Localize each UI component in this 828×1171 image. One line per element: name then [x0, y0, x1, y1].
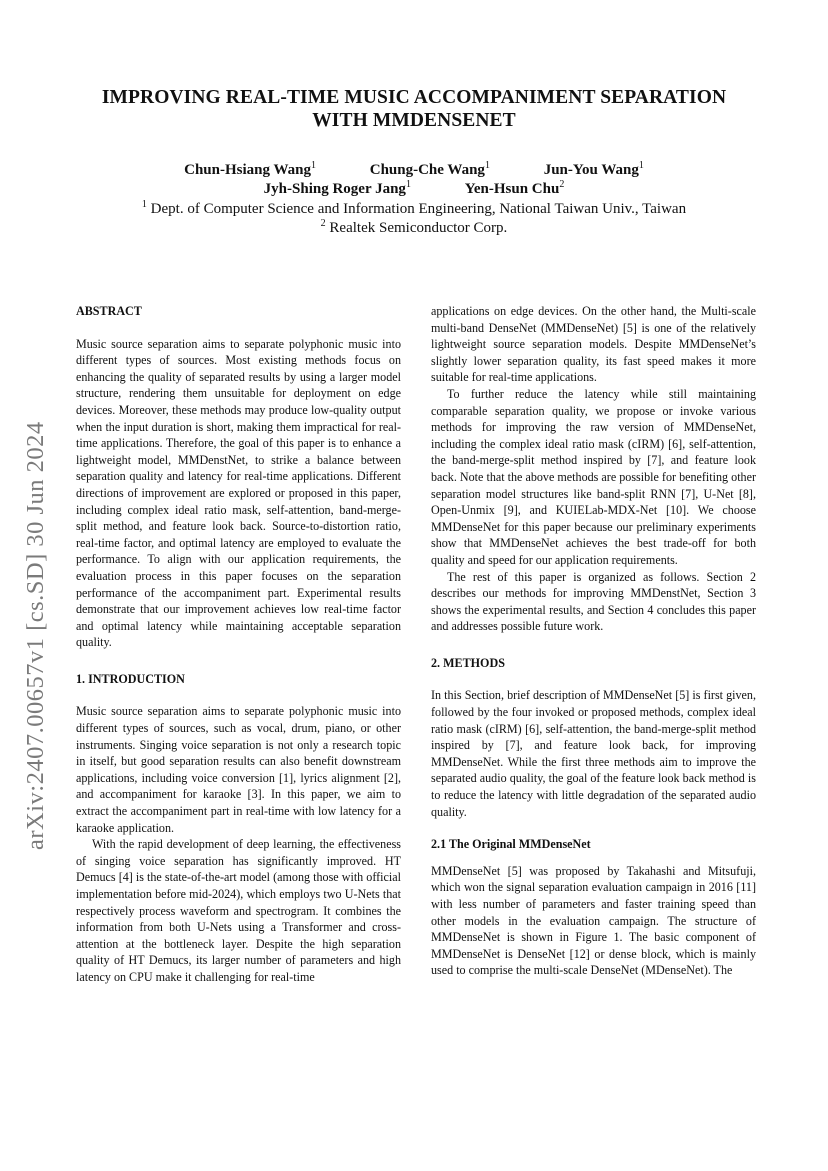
intro-paragraph-4: To further reduce the latency while still maintaining comparable separation quality, we propose or invoke various methods for improving the raw version of MMDenseNet, including the complex ideal ratio mask (cIRM) [6], self-attention, the band-merge-split method inspired by [7], and feature look back. Note that the above methods are possible for benefiting other separation model structures like band-split RNN [7], U-Net [8], Open-Unmix [9], and KUIELab-MDX-Net [10]. We choose MMDenseNet for this paper because our preliminary experiments show that MMDenseNet achieves the best trade-off for both quality and speed for our application requirements.	[431, 386, 756, 567]
arxiv-stamp: arXiv:2407.00657v1 [cs.SD] 30 Jun 2024	[22, 421, 49, 850]
intro-paragraph-2: With the rapid development of deep learning, the effectiveness of singing voice separation has significantly improved. HT Demucs [4] is the state-of-the-art model (among those with official implementation before mid-2024), which employs two U-Nets that respectively process waveform and spectrogram. It combines the information from both U-Nets using a Transformer and cross-attention at the bottleneck layer. Despite the high separation quality of HT Demucs, its larger number of parameters and high latency on CPU make it challenging for real-time	[76, 837, 401, 984]
subsection-2-1-heading: 2.1 The Original MMDenseNet	[431, 837, 591, 852]
author-row-1	[0, 162, 828, 179]
intro-paragraph-1: Music source separation aims to separate polyphonic music into different types of sources, such as vocal, drum, piano, or other instruments. Singing voice separation is not only a research topic in itself, but good separation results can also benefit downstream applications, including voice conversion [1], lyrics alignment [2], and accompaniment for karaoke [3]. In this paper, we aim to extract the accompaniment part in real-time with low latency for a karaoke application.	[76, 704, 401, 835]
intro-paragraph-5: The rest of this paper is organized as follows. Section 2 describes our methods for improving MMDenstNet, Section 3 shows the experimental results, and Section 4 concludes this paper and addresses possible future work.	[431, 569, 756, 634]
methods-heading: 2. METHODS	[431, 655, 505, 670]
affiliation-2: $^2$ Realtek Semiconductor Corp.	[320, 218, 508, 236]
title-line-2: WITH MMDENSENET	[312, 110, 516, 131]
title-line-1: IMPROVING REAL-TIME MUSIC ACCOMPANIMENT SEPARATION	[101, 87, 727, 108]
abstract-heading: ABSTRACT	[76, 304, 142, 318]
intro-heading: 1. INTRODUCTION	[76, 671, 185, 686]
subsection-2-1-paragraph-1: MMDenseNet [5] was proposed by Takahashi and Mitsufuji, which won the signal separation evaluation campaign in 2016 [11] with less number of parameters and faster training speed than other models in the evaluation campaign. The structure of MMDenseNet is shown in Figure 1. The basic component of MMDenseNet is DenseNet [12] or dense block, which is mainly used to comprise the multi-scale DenseNet (MDenseNet). The	[431, 863, 756, 978]
intro-paragraph-3: applications on edge devices. On the other hand, the Multi-scale multi-band DenseNet (MMDenseNet) [5] is one of the relatively lightweight source separation models. Despite MMDenseNet’s slightly lower separation quality, its fast speed makes it more suitable for real-time applications.	[431, 304, 756, 385]
right-column	[431, 303, 756, 979]
author: Jun-You Wang$^1$	[543, 160, 644, 178]
abstract-text: Music source separation aims to separate polyphonic music into different types of sources. Most existing methods focus on enhancing the quality of separated results by using a larger model structure, rendering them unsuitable for deployment on edge devices. Moreover, these methods may produce low-quality output when the input duration is short, making them impractical for real-time applications. Therefore, the goal of this paper is to enhance a lightweight model, MMDenstNet, to strike a balance between separation quality and latency for real-time applications. Different directions of improvement are explored or proposed in this paper, including complex ideal ratio mask, self-attention, band-merge-split method, and feature look back. Source-to-distortion ratio, real-time factor, and optimal latency are employed to evaluate the performance. To align with our application requirements, the evaluation process in this paper focuses on the separation performance of the accompaniment part. Experimental results demonstrate that our improvement achieves low real-time factor and optimal latency while maintaining acceptable separation quality.	[76, 336, 401, 650]
author: Jyh-Shing Roger Jang$^1$	[263, 179, 411, 197]
affiliation-1: $^1$ Dept. of Computer Science and Information Engineering, National Taiwan Univ., Taiwan	[141, 199, 687, 217]
paper-title	[60, 86, 768, 132]
left-column	[76, 303, 401, 986]
author: Chun-Hsiang Wang$^1$	[184, 160, 316, 178]
author: Chung-Che Wang$^1$	[369, 160, 490, 178]
author: Yen-Hsun Chu$^2$	[464, 179, 565, 197]
author-row-2	[0, 181, 828, 198]
methods-paragraph-1: In this Section, brief description of MMDenseNet [5] is first given, followed by the four invoked or proposed methods, complex ideal ratio mask (cIRM) [6], self-attention, the band-merge-split method inspired by [7], and feature look back, for improving MMDenseNet. While the first three methods aim to improve the separated audio quality, the goal of the feature look back method is to reduce the latency with little degradation of the separated audio quality.	[431, 688, 756, 819]
